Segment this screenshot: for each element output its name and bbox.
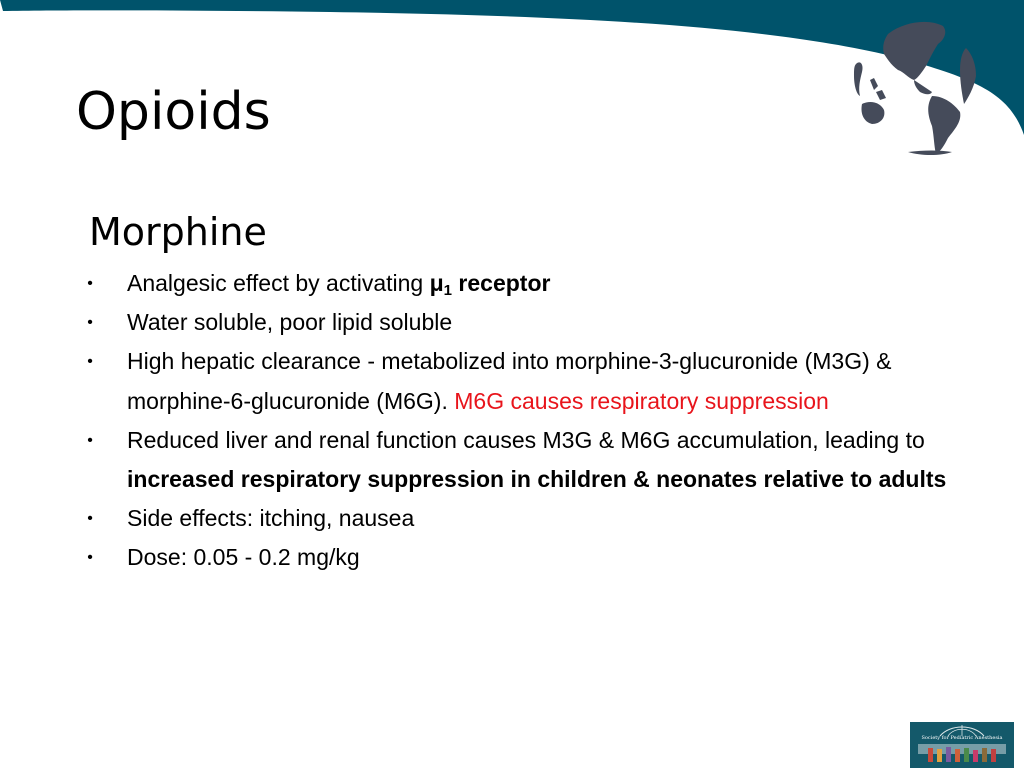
section-heading: Morphine [89,210,267,254]
bullet-item [84,421,964,499]
society-logo [910,722,1014,768]
bullet-icon: • [87,431,93,449]
bullet-text: Water soluble, poor lipid soluble [127,309,453,336]
bullet-icon: • [87,510,93,528]
bullet-text: Reduced liver and renal function causes M3G & M6G accumulation, leading to [127,426,925,453]
bullet-item [84,499,964,538]
bullet-text: Side effects: itching, nausea [127,505,415,532]
bullet-item [84,538,964,577]
bullet-text: Dose: 0.05 - 0.2 mg/kg [127,544,360,571]
bold-text: increased respiratory suppression in children & neonates relative to adults [127,466,947,493]
bullet-item [84,342,964,420]
bullet-item [84,303,964,342]
subscript: 1 [443,282,453,299]
bullet-icon: • [87,275,93,292]
bullet-icon: • [87,353,93,371]
mu-symbol: μ [429,270,444,296]
bullet-item [84,264,964,303]
globe-children-logo-icon [910,722,1014,768]
bullet-list [84,264,964,578]
bullet-text: Analgesic effect by activating [127,270,430,296]
slide-title: Opioids [76,82,271,142]
bullet-text: High hepatic clearance - metabolized into morphine-3-glucuronide (M3G) & morphine-6-glucuronide (M6G). [127,348,892,414]
bullet-icon: • [87,549,93,567]
bold-text: receptor [452,270,551,296]
logo-text: Society for Pediatric Anesthesia [921,735,1003,741]
bullet-icon: • [87,314,93,332]
world-globe-icon [848,14,996,159]
highlight-red-text: M6G causes respiratory suppression [454,387,829,414]
